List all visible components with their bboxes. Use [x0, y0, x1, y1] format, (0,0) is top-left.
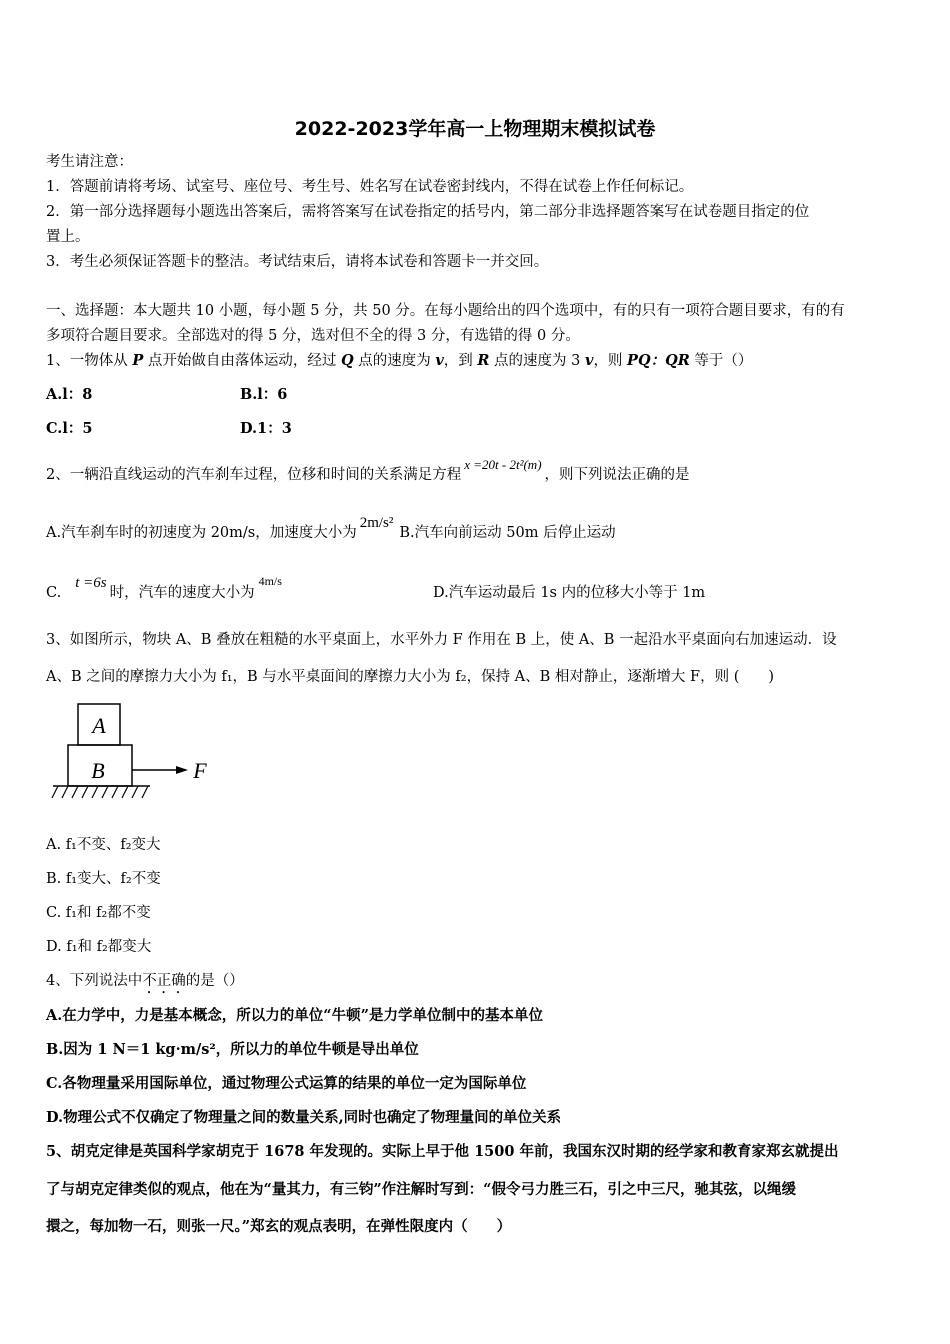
question-4-option-d: D.物理公式不仅确定了物理量之间的数量关系,同时也确定了物理量间的单位关系 [46, 1109, 562, 1126]
question-5-line-3: 擐之，每加物一石，则张一尺。”郑玄的观点表明，在弹性限度内（ ） [46, 1218, 512, 1235]
question-2-option-b: B.汽车向前运动 50m 后停止运动 [399, 525, 616, 541]
notice-item-3: 3．考生必须保证答题卡的整洁。考试结束后，请将本试卷和答题卡一并交回。 [46, 254, 549, 270]
question-3-line-2: A、B 之间的摩擦力大小为 f₁，B 与水平桌面间的摩擦力大小为 f₂，保持 A、B 相对静止，逐渐增大 F，则 ( ) [46, 669, 775, 685]
question-1-option-b: B.l：6 [240, 386, 288, 403]
notice-item-1: 1．答题前请将考场、试室号、座位号、考生号、姓名写在试卷密封线内，不得在试卷上作任何标记。 [46, 179, 694, 195]
notice-item-2-cont: 置上。 [46, 229, 90, 245]
notice-heading: 考生请注意： [46, 154, 133, 170]
question-3-option-a: A. f₁不变、f₂变大 [46, 837, 161, 853]
question-3-option-d: D. f₁和 f₂都变大 [46, 939, 152, 955]
question-1-option-a: A.l：8 [46, 386, 93, 403]
question-2-equation: x =20t - 2t²(m) [464, 457, 542, 472]
question-2-stem: 2、一辆沿直线运动的汽车刹车过程，位移和时间的关系满足方程x =20t - 2t²(m)，则下列说法正确的是 [46, 457, 690, 483]
label-b: B [91, 758, 105, 783]
velocity-value: 4m/s [258, 574, 282, 588]
question-5-line-1: 5、胡克定律是英国科学家胡克于 1678 年发现的。实际上早于他 1500 年前，我国东汉时期的经学家和教育家郑玄就提出 [46, 1143, 839, 1160]
page-title: 2022-2023学年高一上物理期末模拟试卷 [294, 118, 656, 140]
question-1-stem: 1、一物体从 P 点开始做自由落体运动，经过 Q 点的速度为 v，到 R 点的速度为 3 v，则 PQ：QR 等于（） [46, 352, 753, 369]
question-1-option-c: C.l：5 [46, 420, 93, 437]
notice-item-2: 2．第一部分选择题每小题选出答案后，需将答案写在试卷指定的括号内，第二部分非选择题答案写在试卷题目指定的位 [46, 204, 810, 220]
time-value: t =6s [75, 575, 107, 591]
section-instructions-1: 一、选择题：本大题共 10 小题，每小题 5 分，共 50 分。在每小题给出的四个选项中，有的只有一项符合题目要求，有的有 [46, 303, 845, 319]
acceleration-value: 2m/s² [359, 515, 394, 531]
block-diagram-figure [50, 700, 220, 804]
question-5-line-2: 了与胡克定律类似的观点，他在为“量其力，有三钧”作注解时写到：“假令弓力胜三石，引之中三尺，驰其弦，以绳缓 [46, 1181, 797, 1198]
force-arrow-head [176, 766, 188, 774]
question-2-option-c: C.t =6s时，汽车的速度大小为$^{4m/s}$ [46, 574, 282, 601]
question-1-option-d: D.1：3 [240, 420, 292, 437]
label-f: F [193, 758, 207, 783]
question-4-option-b: B.因为 1 N＝1 kg·m/s²，所以力的单位牛顿是导出单位 [46, 1041, 419, 1058]
question-3-option-b: B. f₁变大、f₂不变 [46, 871, 161, 887]
question-3-line-1: 3、如图所示，物块 A、B 叠放在粗糙的水平桌面上，水平外力 F 作用在 B 上，使 A、B 一起沿水平桌面向右加速运动．设 [46, 632, 837, 648]
question-4-stem: 4、下列说法中不正确的是（） [46, 973, 244, 989]
question-4-option-a: A.在力学中，力是基本概念，所以力的单位“牛顿”是力学单位制中的基本单位 [46, 1007, 543, 1024]
table-hatching [52, 786, 148, 798]
question-2-option-d: D.汽车运动最后 1s 内的位移大小等于 1m [433, 585, 706, 601]
question-4-option-c: C.各物理量采用国际单位，通过物理公式运算的结果的单位一定为国际单位 [46, 1075, 527, 1092]
question-2-option-a: A.汽车刹车时的初速度为 20m/s，加速度大小为2m/s²B.汽车向前运动 50m 后停止运动 [46, 515, 616, 541]
section-instructions-2: 多项符合题目要求。全部选对的得 5 分，选对但不全的得 3 分，有选错的得 0 分。 [46, 328, 580, 344]
emphasized-text: 不正确 [142, 973, 186, 989]
question-3-option-c: C. f₁和 f₂都不变 [46, 905, 151, 921]
label-a: A [92, 713, 106, 738]
